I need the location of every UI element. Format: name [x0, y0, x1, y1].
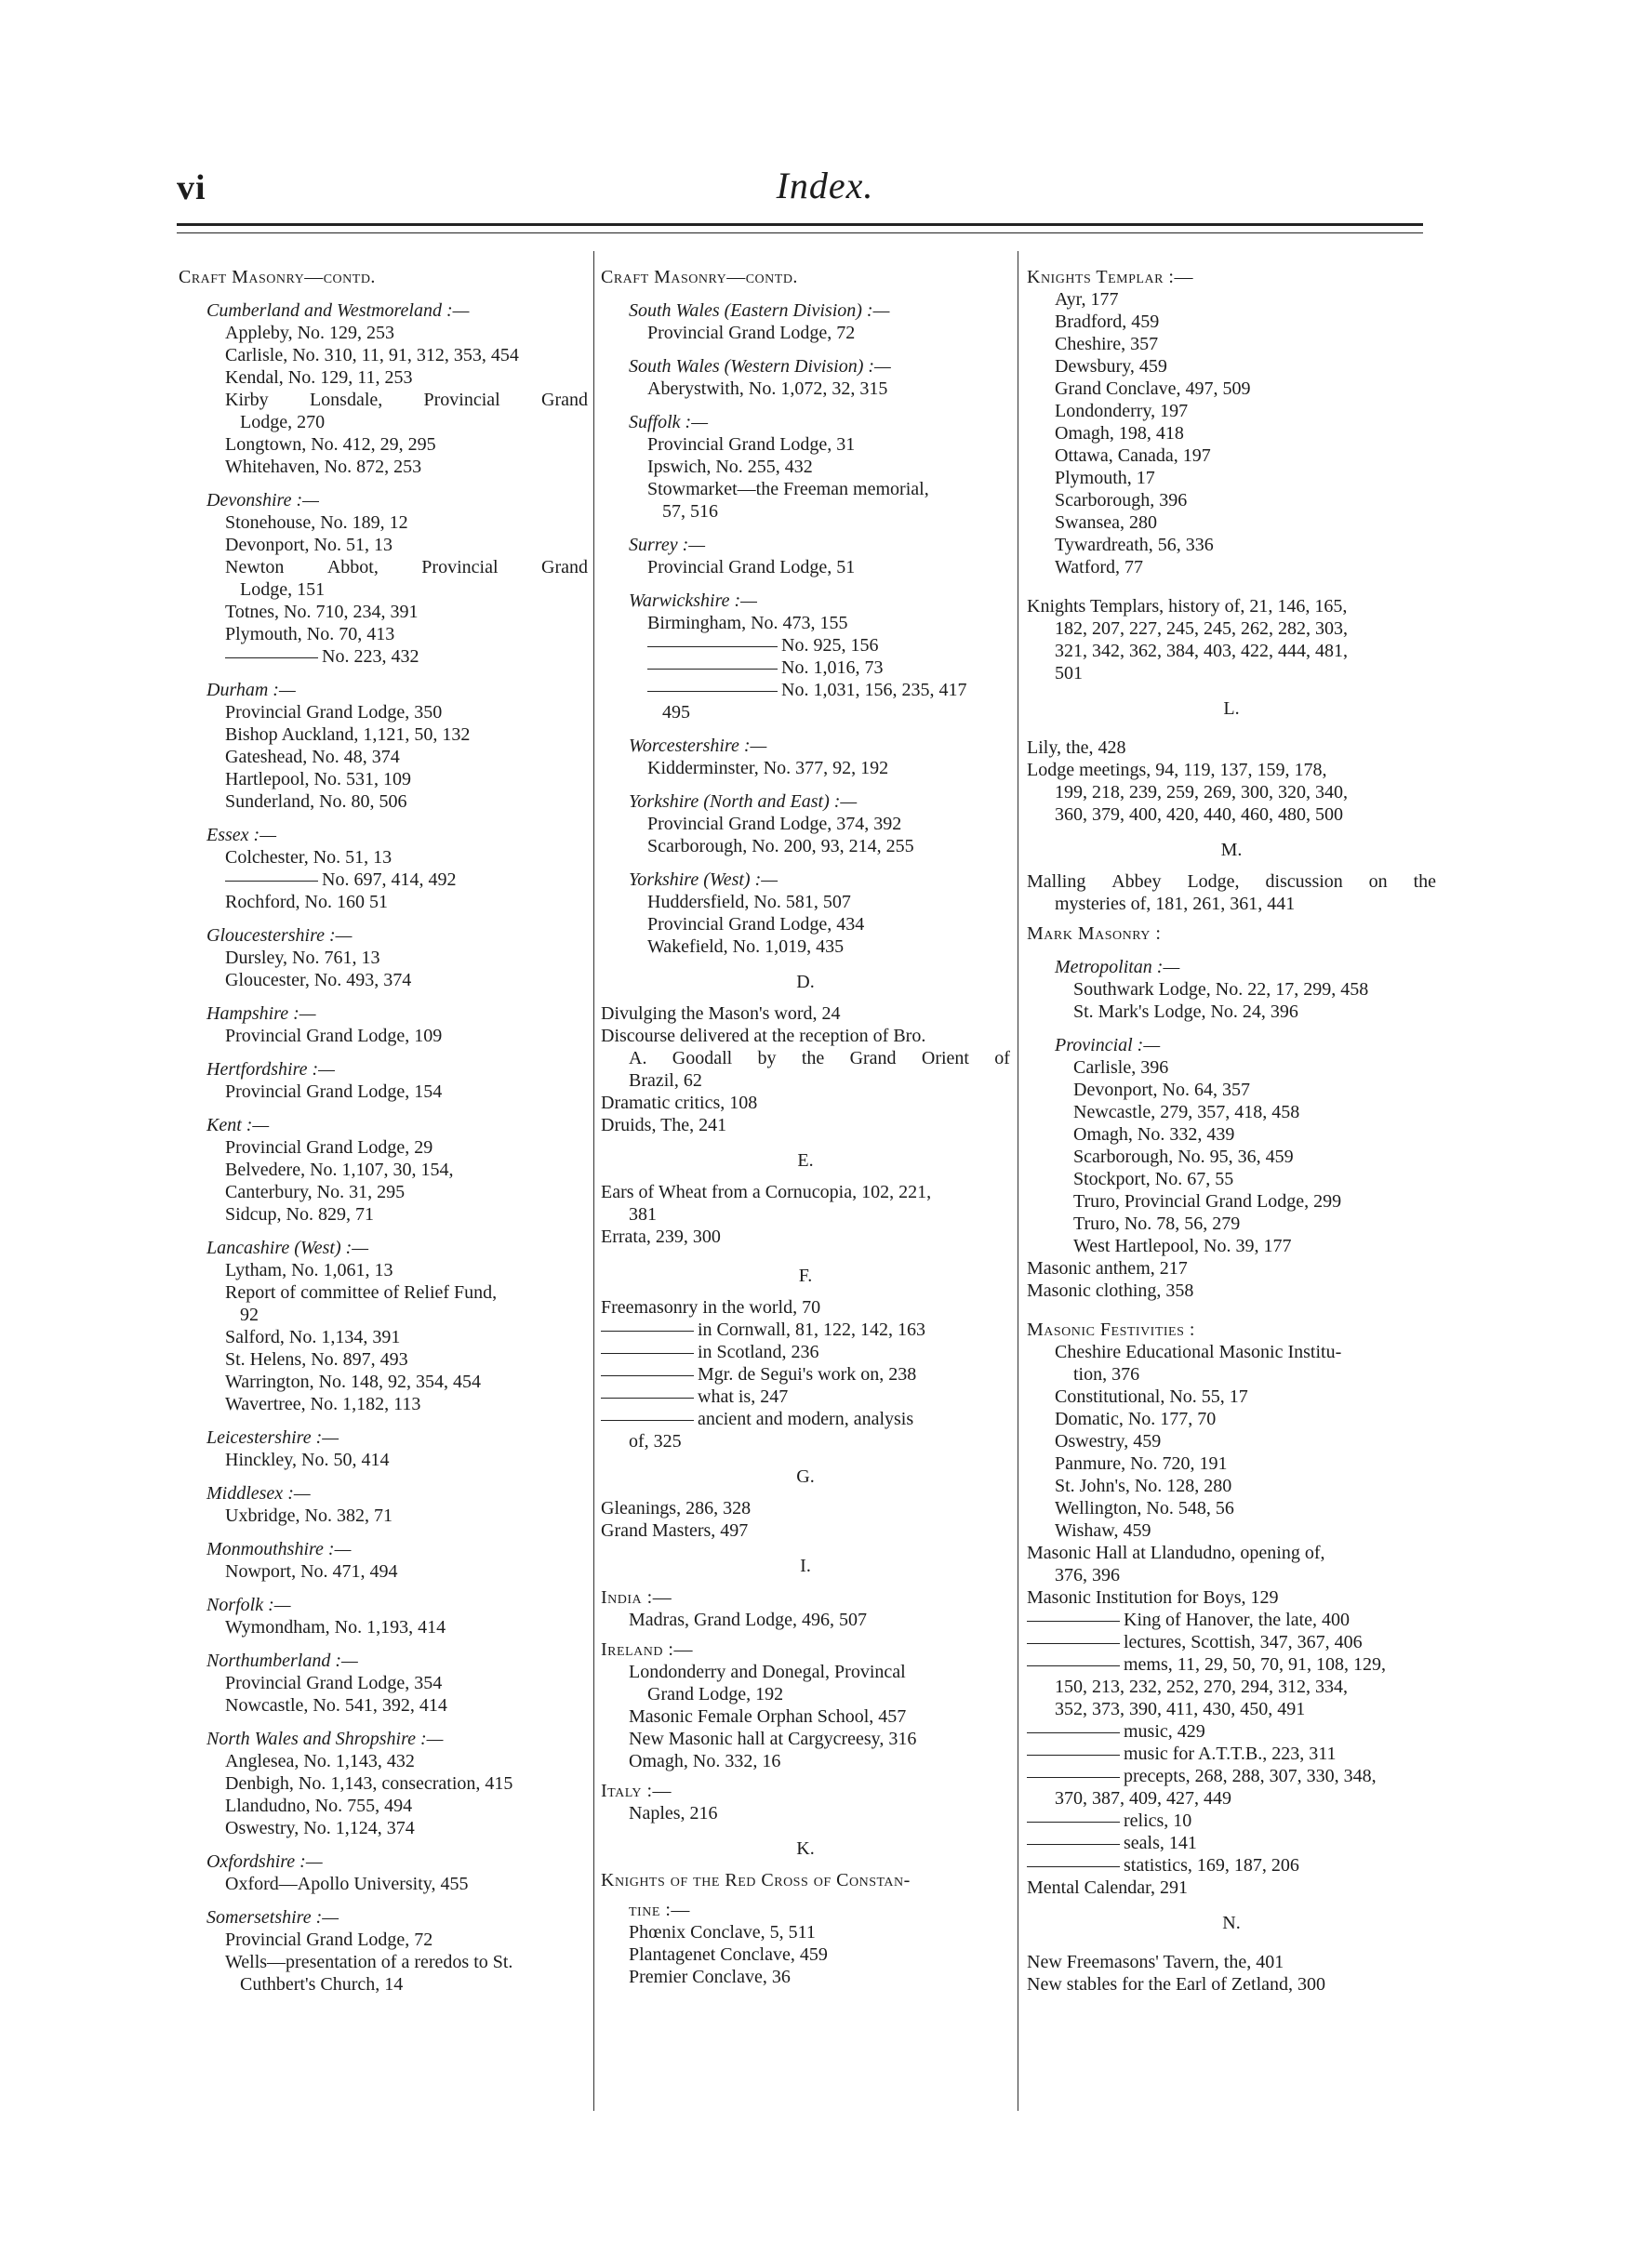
index-entry: Oswestry, 459 [1055, 1431, 1162, 1452]
entry-text: relics, 10 [1124, 1810, 1192, 1831]
index-entry [1027, 1810, 1436, 1832]
section-heading: Craft Masonry—contd. [179, 267, 376, 287]
index-entry: Dramatic critics, 108 [601, 1093, 758, 1113]
subheading: Surrey :— [629, 535, 706, 555]
subheading: South Wales (Western Division) :— [629, 356, 891, 377]
section-heading: India :— [601, 1587, 672, 1608]
index-entry [1027, 1832, 1436, 1854]
ditto-rule [647, 669, 778, 670]
letter-heading-l: L. [1223, 698, 1240, 719]
index-entry [179, 556, 588, 578]
index-entry: Wavertree, No. 1,182, 113 [225, 1394, 421, 1414]
index-entry-cont: Cuthbert's Church, 14 [240, 1974, 404, 1995]
index-entry [1027, 1765, 1436, 1787]
index-entry: Provincial Grand Lodge, 72 [225, 1930, 433, 1950]
entry-word: of [994, 1048, 1010, 1068]
entry-word: Abbot, [326, 557, 379, 577]
index-entry-cont: 92 [240, 1305, 259, 1325]
index-entry: Provincial Grand Lodge, 31 [647, 434, 856, 455]
entry-word: Provincial [423, 390, 500, 410]
index-entry: Divulging the Mason's word, 24 [601, 1003, 841, 1024]
index-entry: Scarborough, 396 [1055, 490, 1188, 511]
section-heading: Masonic Festivities : [1027, 1320, 1195, 1340]
entry-text: No. 1,031, 156, 235, 417 [781, 680, 967, 700]
index-entry-cont: 381 [629, 1204, 657, 1225]
index-entry: Report of committee of Relief Fund, [225, 1282, 498, 1303]
entry-text: music for A.T.T.B., 223, 311 [1124, 1744, 1337, 1764]
letter-heading-k: K. [796, 1838, 815, 1859]
index-entry: Cheshire Educational Masonic Institu- [1055, 1342, 1342, 1362]
index-entry: Nowport, No. 471, 494 [225, 1561, 398, 1582]
column-divider-1 [593, 251, 594, 2111]
index-entry: Provincial Grand Lodge, 29 [225, 1137, 433, 1158]
index-entry [179, 645, 588, 668]
ditto-rule [1027, 1665, 1120, 1666]
subheading: Durham :— [206, 680, 296, 700]
subheading: Middlesex :— [206, 1483, 311, 1504]
index-entry: West Hartlepool, No. 39, 177 [1073, 1236, 1292, 1256]
section-heading: Italy :— [601, 1781, 672, 1801]
entry-word: Grand [541, 557, 588, 577]
index-entry: Dursley, No. 761, 13 [225, 948, 380, 968]
index-entry: Phœnix Conclave, 5, 511 [629, 1922, 816, 1943]
index-entry: Omagh, 198, 418 [1055, 423, 1184, 444]
index-entry: Gateshead, No. 48, 374 [225, 747, 400, 767]
index-entry [179, 389, 588, 411]
index-entry: Nowcastle, No. 541, 392, 414 [225, 1695, 447, 1716]
index-entry: Stockport, No. 67, 55 [1073, 1169, 1234, 1189]
index-entry: Hinckley, No. 50, 414 [225, 1450, 390, 1470]
entry-text: lectures, Scottish, 347, 367, 406 [1124, 1632, 1363, 1652]
subheading: Cumberland and Westmoreland :— [206, 300, 470, 321]
ditto-rule [1027, 1866, 1120, 1867]
index-entry [601, 1341, 1010, 1363]
index-entry: Devonport, No. 51, 13 [225, 535, 393, 555]
index-entry: Carlisle, 396 [1073, 1057, 1169, 1078]
ditto-rule [601, 1420, 694, 1421]
entry-text: statistics, 169, 187, 206 [1124, 1855, 1299, 1876]
index-entry-cont: Lodge, 270 [240, 412, 326, 432]
index-entry: Llandudno, No. 755, 494 [225, 1796, 413, 1816]
entry-word: Kirby [225, 390, 269, 410]
letter-heading-i: I. [800, 1556, 811, 1576]
entry-word: on [1368, 871, 1388, 892]
ditto-rule [1027, 1621, 1120, 1622]
index-entry: Totnes, No. 710, 234, 391 [225, 602, 419, 622]
entry-word: the [1413, 871, 1436, 892]
ditto-rule [647, 691, 778, 692]
index-entry: Oxford—Apollo University, 455 [225, 1874, 469, 1894]
index-entry: Devonport, No. 64, 357 [1073, 1080, 1250, 1100]
header-rule-thick [177, 223, 1423, 226]
subheading: Hertfordshire :— [206, 1059, 335, 1080]
entry-text: seals, 141 [1124, 1833, 1197, 1853]
page-title: Index. [776, 165, 874, 206]
ditto-rule [647, 646, 778, 647]
index-entry: Wakefield, No. 1,019, 435 [647, 936, 845, 957]
index-entry: Druids, The, 241 [601, 1115, 727, 1135]
index-entry [601, 1319, 1010, 1341]
index-entry: Provincial Grand Lodge, 154 [225, 1081, 443, 1102]
index-entry: Stowmarket—the Freeman memorial, [647, 479, 929, 499]
index-entry: Carlisle, No. 310, 11, 91, 312, 353, 454 [225, 345, 519, 365]
index-entry: St. Helens, No. 897, 493 [225, 1349, 408, 1370]
index-entry-cont: 370, 387, 409, 427, 449 [1055, 1788, 1231, 1809]
index-entry-cont: Brazil, 62 [629, 1070, 702, 1091]
index-entry: Bradford, 459 [1055, 312, 1160, 332]
subheading: South Wales (Eastern Division) :— [629, 300, 890, 321]
subheading: North Wales and Shropshire :— [206, 1729, 444, 1749]
index-column-3 [1027, 259, 1436, 1996]
index-entry: Truro, No. 78, 56, 279 [1073, 1214, 1241, 1234]
index-entry: Whitehaven, No. 872, 253 [225, 457, 422, 477]
entry-word: A. [629, 1048, 647, 1068]
index-entry: Tywardreath, 56, 336 [1055, 535, 1214, 555]
index-entry: Grand Conclave, 497, 509 [1055, 378, 1251, 399]
index-entry: Sidcup, No. 829, 71 [225, 1204, 374, 1225]
entry-word: Abbey [1111, 871, 1162, 892]
index-entry-cont: 376, 396 [1055, 1565, 1120, 1585]
section-heading-cont: tine :— [629, 1900, 690, 1920]
index-entry: Plymouth, 17 [1055, 468, 1155, 488]
entry-word: discussion [1265, 871, 1343, 892]
ditto-rule [1027, 1732, 1120, 1733]
index-entry: St. Mark's Lodge, No. 24, 396 [1073, 1001, 1298, 1022]
index-entry: Provincial Grand Lodge, 350 [225, 702, 443, 723]
index-entry: Discourse delivered at the reception of Bro. [601, 1026, 926, 1046]
page-number: vi [177, 168, 206, 207]
ditto-rule [601, 1353, 694, 1354]
index-entry: Scarborough, No. 95, 36, 459 [1073, 1147, 1294, 1167]
index-entry-cont: Grand Lodge, 192 [647, 1684, 784, 1704]
ditto-rule [225, 881, 318, 882]
letter-heading-m: M. [1220, 840, 1243, 860]
index-entry: New stables for the Earl of Zetland, 300 [1027, 1974, 1326, 1995]
section-heading: Mark Masonry : [1027, 923, 1162, 944]
index-entry: Stonehouse, No. 189, 12 [225, 512, 408, 533]
entry-text: what is, 247 [698, 1386, 789, 1407]
subheading: Provincial :— [1055, 1035, 1161, 1055]
section-heading: Knights Templar :— [1027, 267, 1193, 287]
section-heading: Craft Masonry—contd. [601, 267, 798, 287]
index-entry-cont: 321, 342, 362, 384, 403, 422, 444, 481, [1055, 641, 1348, 661]
index-entry [1027, 1854, 1436, 1877]
index-entry: Knights Templars, history of, 21, 146, 165, [1027, 596, 1348, 617]
index-entry: Truro, Provincial Grand Lodge, 299 [1073, 1191, 1342, 1212]
index-entry: Gloucester, No. 493, 374 [225, 970, 412, 990]
index-entry: Lodge meetings, 94, 119, 137, 159, 178, [1027, 760, 1327, 780]
index-entry: Provincial Grand Lodge, 434 [647, 914, 865, 935]
index-column-2 [601, 259, 1010, 1988]
index-entry-cont [601, 1047, 1010, 1069]
header-rule-thin [177, 232, 1423, 233]
index-entry: Scarborough, No. 200, 93, 214, 255 [647, 836, 914, 856]
entry-text: No. 925, 156 [781, 635, 879, 656]
subheading: Leicestershire :— [206, 1427, 339, 1448]
index-entry: Birmingham, No. 473, 155 [647, 613, 848, 633]
entry-word: Lonsdale, [309, 390, 383, 410]
index-entry: Provincial Grand Lodge, 51 [647, 557, 856, 577]
index-entry: Freemasonry in the world, 70 [601, 1297, 821, 1318]
ditto-rule [601, 1375, 694, 1376]
index-entry: Premier Conclave, 36 [629, 1967, 791, 1987]
subheading: Gloucestershire :— [206, 925, 353, 946]
index-entry: Warrington, No. 148, 92, 354, 454 [225, 1372, 482, 1392]
index-entry [601, 679, 1010, 701]
index-entry-cont: 182, 207, 227, 245, 245, 262, 282, 303, [1055, 618, 1348, 639]
entry-text: Mgr. de Segui's work on, 238 [698, 1364, 917, 1385]
index-entry: Provincial Grand Lodge, 374, 392 [647, 814, 902, 834]
index-column-1 [179, 259, 588, 1996]
index-entry: Mental Calendar, 291 [1027, 1877, 1189, 1898]
entry-word: Provincial [421, 557, 499, 577]
index-entry: Rochford, No. 160 51 [225, 892, 388, 912]
index-entry: Ipswich, No. 255, 432 [647, 457, 813, 477]
index-entry: New Masonic hall at Cargycreesy, 316 [629, 1729, 917, 1749]
index-entry: Constitutional, No. 55, 17 [1055, 1386, 1248, 1407]
subheading: Kent :— [206, 1115, 270, 1135]
entry-word: Newton [225, 557, 285, 577]
ditto-rule [1027, 1643, 1120, 1644]
letter-heading-e: E. [797, 1150, 814, 1171]
section-heading: Knights of the Red Cross of Constan- [601, 1870, 911, 1890]
subheading: Northumberland :— [206, 1651, 358, 1671]
index-entry: Oswestry, No. 1,124, 374 [225, 1818, 415, 1838]
subheading: Suffolk :— [629, 412, 708, 432]
index-entry: Kendal, No. 129, 11, 253 [225, 367, 413, 388]
subheading: Worcestershire :— [629, 736, 767, 756]
index-entry: Colchester, No. 51, 13 [225, 847, 393, 868]
index-entry: Omagh, No. 332, 439 [1073, 1124, 1235, 1145]
index-entry: Gleanings, 286, 328 [601, 1498, 752, 1519]
index-entry: Ottawa, Canada, 197 [1055, 445, 1211, 466]
entry-word: the [801, 1048, 825, 1068]
index-entry: Wellington, No. 548, 56 [1055, 1498, 1234, 1519]
ditto-rule [1027, 1822, 1120, 1823]
index-entry-cont: 199, 218, 239, 259, 269, 300, 320, 340, [1055, 782, 1348, 802]
entry-text: No. 697, 414, 492 [322, 869, 457, 890]
ditto-rule [1027, 1844, 1120, 1845]
index-entry: New Freemasons' Tavern, the, 401 [1027, 1952, 1284, 1972]
section-heading: Ireland :— [601, 1639, 693, 1660]
index-entry [1027, 1743, 1436, 1765]
index-entry-cont: 501 [1055, 663, 1083, 683]
index-entry [601, 1408, 1010, 1430]
index-entry [601, 1386, 1010, 1408]
index-entry: Cheshire, 357 [1055, 334, 1159, 354]
index-entry [601, 634, 1010, 657]
index-entry: Plymouth, No. 70, 413 [225, 624, 395, 644]
index-entry: Hartlepool, No. 531, 109 [225, 769, 411, 789]
index-entry [1027, 1631, 1436, 1653]
ditto-rule [601, 1398, 694, 1399]
index-entry: Masonic clothing, 358 [1027, 1280, 1194, 1301]
index-entry: Aberystwith, No. 1,072, 32, 315 [647, 378, 888, 399]
index-entry: Wymondham, No. 1,193, 414 [225, 1617, 446, 1638]
entry-text: precepts, 268, 288, 307, 330, 348, [1124, 1766, 1377, 1786]
index-entry [179, 869, 588, 891]
index-entry: St. John's, No. 128, 280 [1055, 1476, 1232, 1496]
index-entry: Wishaw, 459 [1055, 1520, 1151, 1541]
index-entry [1027, 1653, 1436, 1676]
index-entry: Domatic, No. 177, 70 [1055, 1409, 1217, 1429]
index-entry: Dewsbury, 459 [1055, 356, 1167, 377]
index-entry-cont: tion, 376 [1073, 1364, 1140, 1385]
subheading: Essex :— [206, 825, 276, 845]
ditto-rule [225, 657, 318, 658]
index-entry-cont: Lodge, 151 [240, 579, 326, 600]
index-entry: Londonderry and Donegal, Provincal [629, 1662, 906, 1682]
index-entry: Belvedere, No. 1,107, 30, 154, [225, 1160, 454, 1180]
subheading: Oxfordshire :— [206, 1851, 323, 1872]
entry-word: Goodall [672, 1048, 733, 1068]
index-entry: Masonic Institution for Boys, 129 [1027, 1587, 1279, 1608]
index-entry: Provincial Grand Lodge, 354 [225, 1673, 443, 1693]
index-entry: Appleby, No. 129, 253 [225, 323, 395, 343]
letter-heading-d: D. [796, 972, 815, 992]
index-entry: Kidderminster, No. 377, 92, 192 [647, 758, 889, 778]
index-entry: Sunderland, No. 80, 506 [225, 791, 407, 812]
index-entry: Panmure, No. 720, 191 [1055, 1453, 1228, 1474]
index-entry: Ears of Wheat from a Cornucopia, 102, 221, [601, 1182, 932, 1202]
entry-word: Malling [1027, 871, 1086, 892]
subheading: Somersetshire :— [206, 1907, 339, 1928]
index-entry: Omagh, No. 332, 16 [629, 1751, 781, 1771]
subheading: Lancashire (West) :— [206, 1238, 369, 1258]
entry-text: music, 429 [1124, 1721, 1205, 1742]
entry-word: by [757, 1048, 777, 1068]
index-entry: Masonic Female Orphan School, 457 [629, 1706, 907, 1727]
index-entry: Southwark Lodge, No. 22, 17, 299, 458 [1073, 979, 1369, 1000]
entry-text: in Scotland, 236 [698, 1342, 819, 1362]
subheading: Warwickshire :— [629, 590, 757, 611]
entry-text: mems, 11, 29, 50, 70, 91, 108, 129, [1124, 1654, 1387, 1675]
letter-heading-f: F. [798, 1266, 813, 1286]
entry-word: Grand [849, 1048, 897, 1068]
index-entry [1027, 870, 1436, 893]
index-entry: Lily, the, 428 [1027, 737, 1126, 758]
index-entry: Masonic Hall at Llandudno, opening of, [1027, 1543, 1325, 1563]
index-entry-cont: of, 325 [629, 1431, 682, 1452]
entry-word: Grand [541, 390, 588, 410]
index-entry-cont: 150, 213, 232, 252, 270, 294, 312, 334, [1055, 1677, 1348, 1697]
index-entry [1027, 1720, 1436, 1743]
index-entry: Uxbridge, No. 382, 71 [225, 1505, 393, 1526]
index-entry-cont: 495 [662, 702, 690, 723]
subheading: Hampshire :— [206, 1003, 316, 1024]
index-entry: Denbigh, No. 1,143, consecration, 415 [225, 1773, 513, 1794]
letter-heading-g: G. [796, 1466, 815, 1487]
index-entry [1027, 1609, 1436, 1631]
index-entry: Provincial Grand Lodge, 72 [647, 323, 856, 343]
index-entry: Lytham, No. 1,061, 13 [225, 1260, 393, 1280]
index-entry [601, 1363, 1010, 1386]
index-entry: Salford, No. 1,134, 391 [225, 1327, 401, 1347]
letter-heading-n: N. [1222, 1913, 1241, 1933]
subheading: Monmouthshire :— [206, 1539, 352, 1559]
index-entry: Ayr, 177 [1055, 289, 1119, 310]
index-entry: Grand Masters, 497 [601, 1520, 749, 1541]
index-entry: Provincial Grand Lodge, 109 [225, 1026, 443, 1046]
index-entry: Madras, Grand Lodge, 496, 507 [629, 1610, 868, 1630]
entry-text: No. 223, 432 [322, 646, 419, 667]
subheading: Devonshire :— [206, 490, 319, 511]
index-entry: Wells—presentation of a reredos to St. [225, 1952, 513, 1972]
entry-text: No. 1,016, 73 [781, 657, 884, 678]
ditto-rule [601, 1331, 694, 1332]
entry-word: Lodge, [1187, 871, 1240, 892]
entry-word: Orient [921, 1048, 969, 1068]
index-entry: Watford, 77 [1055, 557, 1144, 577]
index-entry: Huddersfield, No. 581, 507 [647, 892, 851, 912]
subheading: Metropolitan :— [1055, 957, 1180, 977]
index-entry: Anglesea, No. 1,143, 432 [225, 1751, 415, 1771]
ditto-rule [1027, 1777, 1120, 1778]
index-entry: Masonic anthem, 217 [1027, 1258, 1188, 1279]
ditto-rule [1027, 1755, 1120, 1756]
index-entry-cont: mysteries of, 181, 261, 361, 441 [1055, 894, 1296, 914]
subheading: Yorkshire (North and East) :— [629, 791, 858, 812]
entry-text: in Cornwall, 81, 122, 142, 163 [698, 1320, 925, 1340]
index-entry: Longtown, No. 412, 29, 295 [225, 434, 436, 455]
subheading: Yorkshire (West) :— [629, 869, 778, 890]
index-entry-cont: 360, 379, 400, 420, 440, 460, 480, 500 [1055, 804, 1343, 825]
entry-text: King of Hanover, the late, 400 [1124, 1610, 1351, 1630]
index-entry: Newcastle, 279, 357, 418, 458 [1073, 1102, 1300, 1122]
entry-text: ancient and modern, analysis [698, 1409, 914, 1429]
index-entry: Plantagenet Conclave, 459 [629, 1944, 828, 1965]
index-entry: Errata, 239, 300 [601, 1227, 721, 1247]
index-entry [601, 657, 1010, 679]
subheading: Norfolk :— [206, 1595, 291, 1615]
index-entry: Canterbury, No. 31, 295 [225, 1182, 406, 1202]
index-entry: Bishop Auckland, 1,121, 50, 132 [225, 724, 471, 745]
index-entry: Naples, 216 [629, 1803, 718, 1824]
index-entry-cont: 57, 516 [662, 501, 718, 522]
index-entry: Swansea, 280 [1055, 512, 1157, 533]
index-entry: Londonderry, 197 [1055, 401, 1189, 421]
index-entry-cont: 352, 373, 390, 411, 430, 450, 491 [1055, 1699, 1306, 1719]
